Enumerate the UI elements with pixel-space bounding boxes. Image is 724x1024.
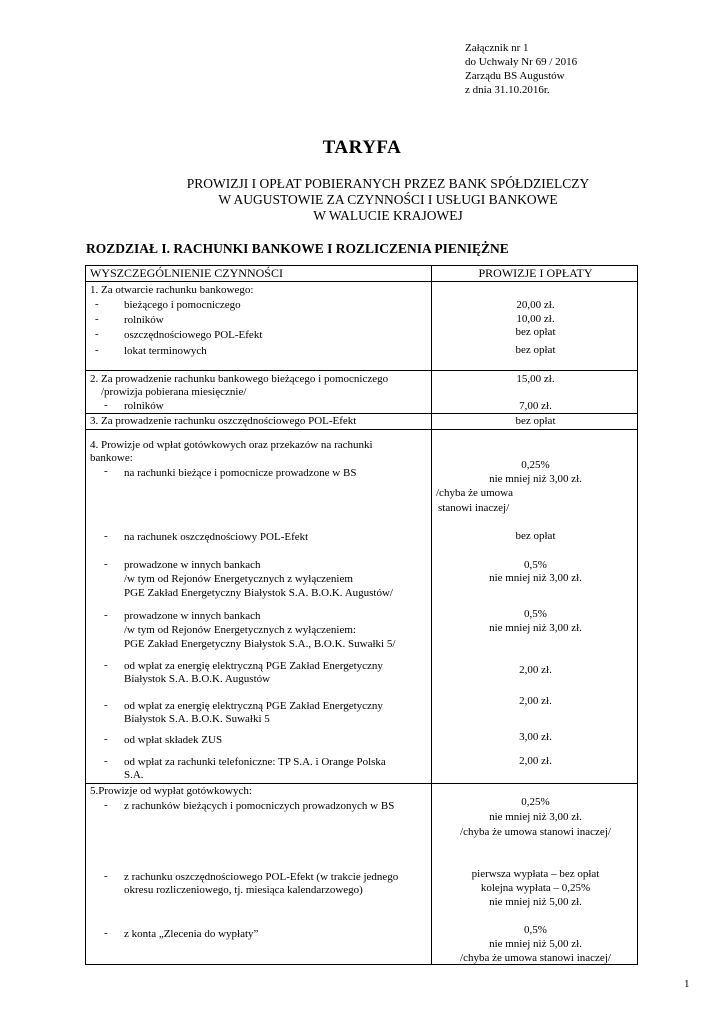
row-divider	[86, 783, 637, 784]
s4-fee: bez opłat	[515, 530, 556, 542]
s4-item: od wpłat za energię elektryczną PGE Zakład Energetyczny	[124, 660, 383, 672]
s4-item: /w tym od Rejonów Energetycznych z wyłączeniem:	[124, 624, 356, 636]
s4-item: na rachunek oszczędnościowy POL-Efekt	[124, 531, 309, 543]
header-fees: PROWIZJE I OPŁATY	[478, 266, 593, 280]
annex-line: Załącznik nr 1	[465, 42, 529, 54]
bullet-dash: -	[104, 699, 108, 711]
s4-fee: nie mniej niż 3,00 zł.	[489, 473, 582, 485]
s4-item: na rachunki bieżące i pomocnicze prowadzone w BS	[124, 467, 357, 479]
bullet-dash: -	[95, 344, 99, 356]
subtitle-line: PROWIZJI I OPŁAT POBIERANYCH PRZEZ BANK SPÓŁDZIELCZY	[186, 176, 590, 191]
bullet-dash: -	[104, 659, 108, 671]
s1-title: 1. Za otwarcie rachunku bankowego:	[90, 284, 254, 296]
s4-fee: 0,25%	[521, 459, 550, 471]
bullet-dash: -	[104, 465, 108, 477]
bullet-dash: -	[104, 927, 108, 939]
row-divider	[86, 429, 637, 430]
section-title: ROZDZIAŁ I. RACHUNKI BANKOWE I ROZLICZENIA PIENIĘŻNE	[86, 241, 509, 256]
s4-fee: 2,00 zł.	[519, 664, 552, 676]
bullet-dash: -	[104, 399, 108, 411]
s4-item: S.A.	[124, 769, 144, 781]
s4-line: 4. Prowizje od wpłat gotówkowych oraz przekazów na rachunki	[90, 439, 373, 451]
s4-item: od wpłat za energię elektryczną PGE Zakład Energetyczny	[124, 700, 383, 712]
subtitle-line: W WALUCIE KRAJOWEJ	[313, 208, 463, 223]
s4-item: Białystok S.A. B.O.K. Suwałki 5	[124, 713, 270, 725]
s2-line: /prowizja pobierana miesięcznie/	[101, 386, 247, 398]
s2-fee: 7,00 zł.	[519, 400, 552, 412]
s4-item: od wpłat za rachunki telefoniczne: TP S.A. i Orange Polska	[124, 756, 386, 768]
bullet-dash: -	[104, 870, 108, 882]
s5-item: okresu rozliczeniowego, tj. miesiąca kalendarzowego)	[124, 884, 363, 896]
row-divider	[86, 413, 637, 414]
annex-line: do Uchwały Nr 69 / 2016	[465, 56, 578, 68]
fee-table	[85, 265, 638, 965]
row-divider	[86, 281, 637, 282]
s5-fee: pierwsza wypłata – bez opłat	[471, 868, 600, 880]
s5-fee: nie mniej niż 3,00 zł.	[489, 811, 582, 823]
s4-fee: 0,5%	[524, 559, 547, 571]
s5-item: z konta „Zlecenia do wypłaty”	[124, 928, 259, 940]
s4-fee: 0,5%	[524, 608, 547, 620]
subtitle-line: W AUGUSTOWIE ZA CZYNNOŚCI I USŁUGI BANKOWE	[218, 192, 558, 207]
s5-fee: /chyba że umowa stanowi inaczej/	[460, 826, 611, 838]
s5-item: z rachunków bieżących i pomocniczych prowadzonych w BS	[124, 800, 395, 812]
bullet-dash: -	[104, 799, 108, 811]
s4-fee: nie mniej niż 3,00 zł.	[489, 572, 582, 584]
document-title: TARYFA	[322, 137, 402, 158]
s4-fee: 2,00 zł.	[519, 755, 552, 767]
annex-line: Zarządu BS Augustów	[465, 70, 565, 82]
s4-item: /w tym od Rejonów Energetycznych z wyłączeniem	[124, 573, 353, 585]
s1-fee: bez opłat	[515, 344, 556, 356]
s5-fee: /chyba że umowa stanowi inaczej/	[460, 952, 611, 964]
s4-fee: 2,00 zł.	[519, 695, 552, 707]
s1-item: oszczędnościowego POL-Efekt	[124, 329, 263, 341]
s5-title: 5.Prowizje od wypłat gotówkowych:	[90, 785, 252, 797]
s5-fee: nie mniej niż 5,00 zł.	[489, 896, 582, 908]
bullet-dash: -	[104, 755, 108, 767]
s1-fee: 10,00 zł.	[516, 313, 555, 325]
s3-text: 3. Za prowadzenie rachunku oszczędnościowego POL-Efekt	[90, 415, 357, 427]
bullet-dash: -	[104, 558, 108, 570]
s4-item: PGE Zakład Energetyczny Białystok S.A. B.O.K. Augustów/	[124, 587, 393, 599]
page-number: 1	[684, 978, 690, 990]
s4-item: Białystok S.A. B.O.K. Augustów	[124, 673, 271, 685]
bullet-dash: -	[95, 328, 99, 340]
bullet-dash: -	[95, 298, 99, 310]
row-divider	[86, 370, 637, 371]
s4-fee: /chyba że umowa	[436, 487, 513, 499]
s5-fee: 0,5%	[524, 924, 547, 936]
header-activity: WYSZCZEGÓLNIENIE CZYNNOŚCI	[90, 266, 283, 280]
s1-fee: bez opłat	[515, 326, 556, 338]
annex-line: z dnia 31.10.2016r.	[465, 84, 550, 96]
s5-item: z rachunku oszczędnościowego POL-Efekt (w trakcie jednego	[124, 871, 399, 883]
s5-fee: nie mniej niż 5,00 zł.	[489, 938, 582, 950]
s4-fee: 3,00 zł.	[519, 731, 552, 743]
s3-fee: bez opłat	[515, 415, 556, 427]
bullet-dash: -	[104, 733, 108, 745]
s1-item: bieżącego i pomocniczego	[124, 299, 241, 311]
s2-fee: 15,00 zł.	[516, 373, 555, 385]
s2-item: rolników	[124, 400, 164, 412]
s4-item: prowadzone w innych bankach	[124, 559, 261, 571]
s4-item: prowadzone w innych bankach	[124, 610, 261, 622]
s1-fee: 20,00 zł.	[516, 299, 555, 311]
s4-item: PGE Zakład Energetyczny Białystok S.A., B.O.K. Suwałki 5/	[124, 638, 396, 650]
s4-line: bankowe:	[90, 452, 133, 464]
bullet-dash: -	[104, 530, 108, 542]
s4-item: od wpłat składek ZUS	[124, 734, 223, 746]
s4-fee: stanowi inaczej/	[438, 502, 510, 514]
s4-fee: nie mniej niż 3,00 zł.	[489, 622, 582, 634]
s2-line: 2. Za prowadzenie rachunku bankowego bieżącego i pomocniczego	[90, 373, 389, 385]
bullet-dash: -	[95, 313, 99, 325]
document-subtitle	[0, 176, 724, 224]
s1-item: lokat terminowych	[124, 345, 207, 357]
s1-item: rolników	[124, 314, 164, 326]
s5-fee: kolejna wypłata – 0,25%	[480, 882, 591, 894]
annex-block	[465, 41, 577, 97]
bullet-dash: -	[104, 609, 108, 621]
s5-fee: 0,25%	[521, 796, 550, 808]
